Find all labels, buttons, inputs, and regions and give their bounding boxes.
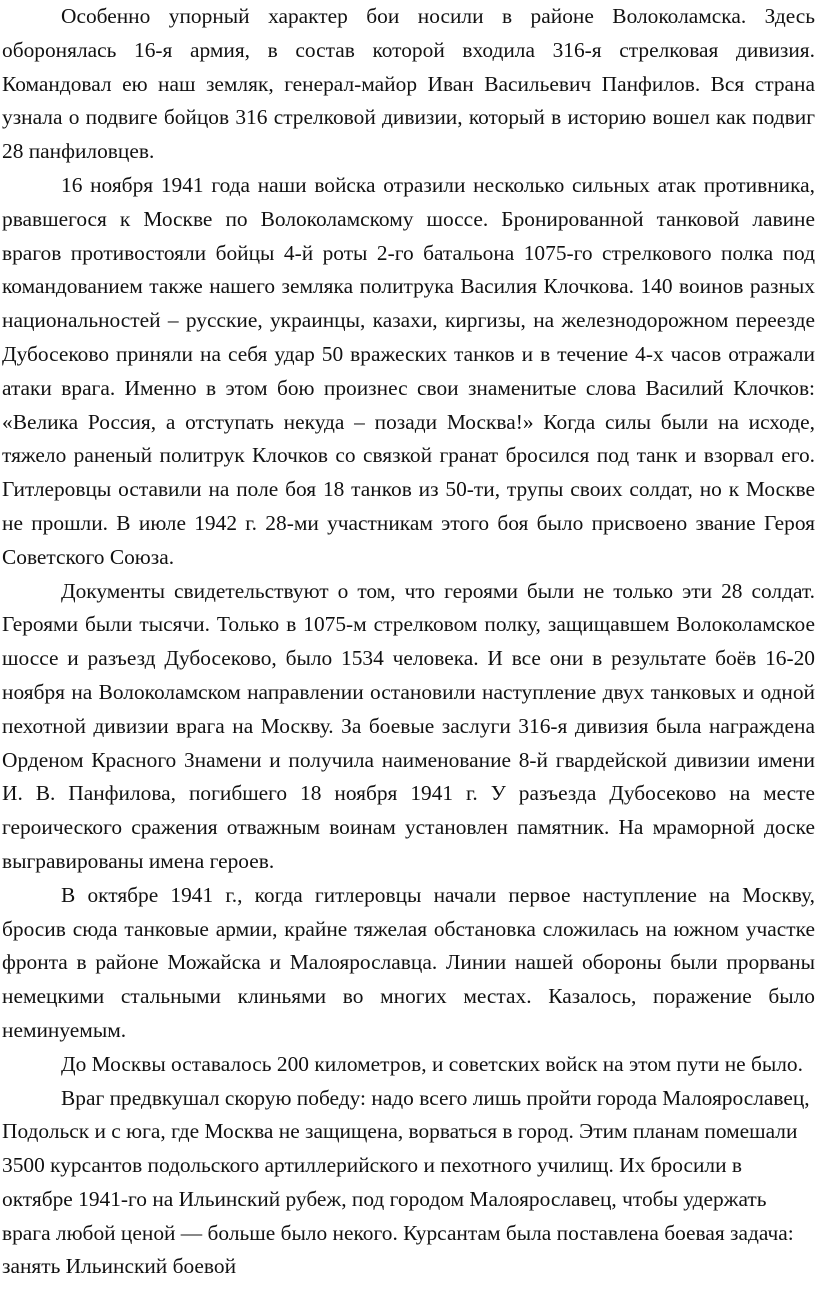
paragraph-october-1941: В октябре 1941 г., когда гитлеровцы начали первое наступление на Москву, бросив сюда танковые армии, крайне тяжелая обстановка сложилась на южном участке фронта в районе Можайска и Малоярославца. Линии нашей обороны были прорваны немецкими стальными клиньями во многих местах. Казалось, поражение было неминуемым. (2, 882, 815, 1042)
paragraph-200-km: До Москвы оставалось 200 километров, и советских войск на этом пути не было. (61, 1051, 803, 1076)
paragraph-documents-heroes: Документы свидетельствуют о том, что героями были не только эти 28 солдат. Героями были тысячи. Только в 1075-м стрелковом полку, защищавшем Волоколамское шоссе и разъезд Дубосеково, было 1534 человека. И все они в результате боёв 16-20 ноября на Волоколамском направлении остановили наступление двух танковых и одной пехотной дивизии врага на Москву. За боевые заслуги 316-я дивизия была награждена Орденом Красного Знамени и получила наименование 8-й гвардейской дивизии имени И. В. Панфилова, погибшего 18 ноября 1941 г. У разъезда Дубосеково на месте героического сражения отважным воинам установлен памятник. На мраморной доске выгравированы имена героев. (2, 578, 815, 873)
paragraph-16-november: 16 ноября 1941 года наши войска отразили несколько сильных атак противника, рвавшегося к Москве по Волоколамскому шоссе. Бронированной танковой лавине врагов противостояли бойцы 4-й роты 2-го батальона 1075-го стрелкового полка под командованием также нашего земляка политрука Василия Клочкова. 140 воинов разных национальностей – русские, украинцы, казахи, киргизы, на железнодорожном переезде Дубосеково приняли на себя удар 50 вражеских танков и в течение 4-х часов отражали атаки врага. Именно в этом бою произнес свои знаменитые слова Василий Клочков: «Велика Россия, а отступать некуда – позади Москва!» Когда силы были на исходе, тяжело раненый политрук Клочков со связкой гранат бросился под танк и взорвал его. Гитлеровцы оставили на поле боя 18 танков из 50-ти, трупы своих солдат, но к Москве не прошли. В июле 1942 г. 28-ми участникам этого боя было присвоено звание Героя Советского Союза. (2, 172, 815, 569)
paragraph-volokolamsk: Особенно упорный характер бои носили в районе Волоколамска. Здесь оборонялась 16-я армия, в состав которой входила 316-я стрелковая дивизия. Командовал ею наш земляк, генерал-майор Иван Васильевич Панфилов. Вся страна узнала о подвиге бойцов 316 стрелковой дивизии, который в историю вошел как подвиг 28 панфиловцев. (2, 4, 815, 164)
paragraph-cadets: Враг предвкушал скорую победу: надо всего лишь пройти города Малоярославец, Подольск и с юга, где Москва не защищена, ворваться в город. Этим планам помешали 3500 курсантов подольского артиллерийского и пехотного училищ. Их бросили в октябре 1941-го на Ильинский рубеж, под городом Малоярославец, чтобы удержать врага любой ценой — больше было некого. Курсантам была поставлена боевая задача: занять Ильинский боевой (2, 1085, 810, 1279)
